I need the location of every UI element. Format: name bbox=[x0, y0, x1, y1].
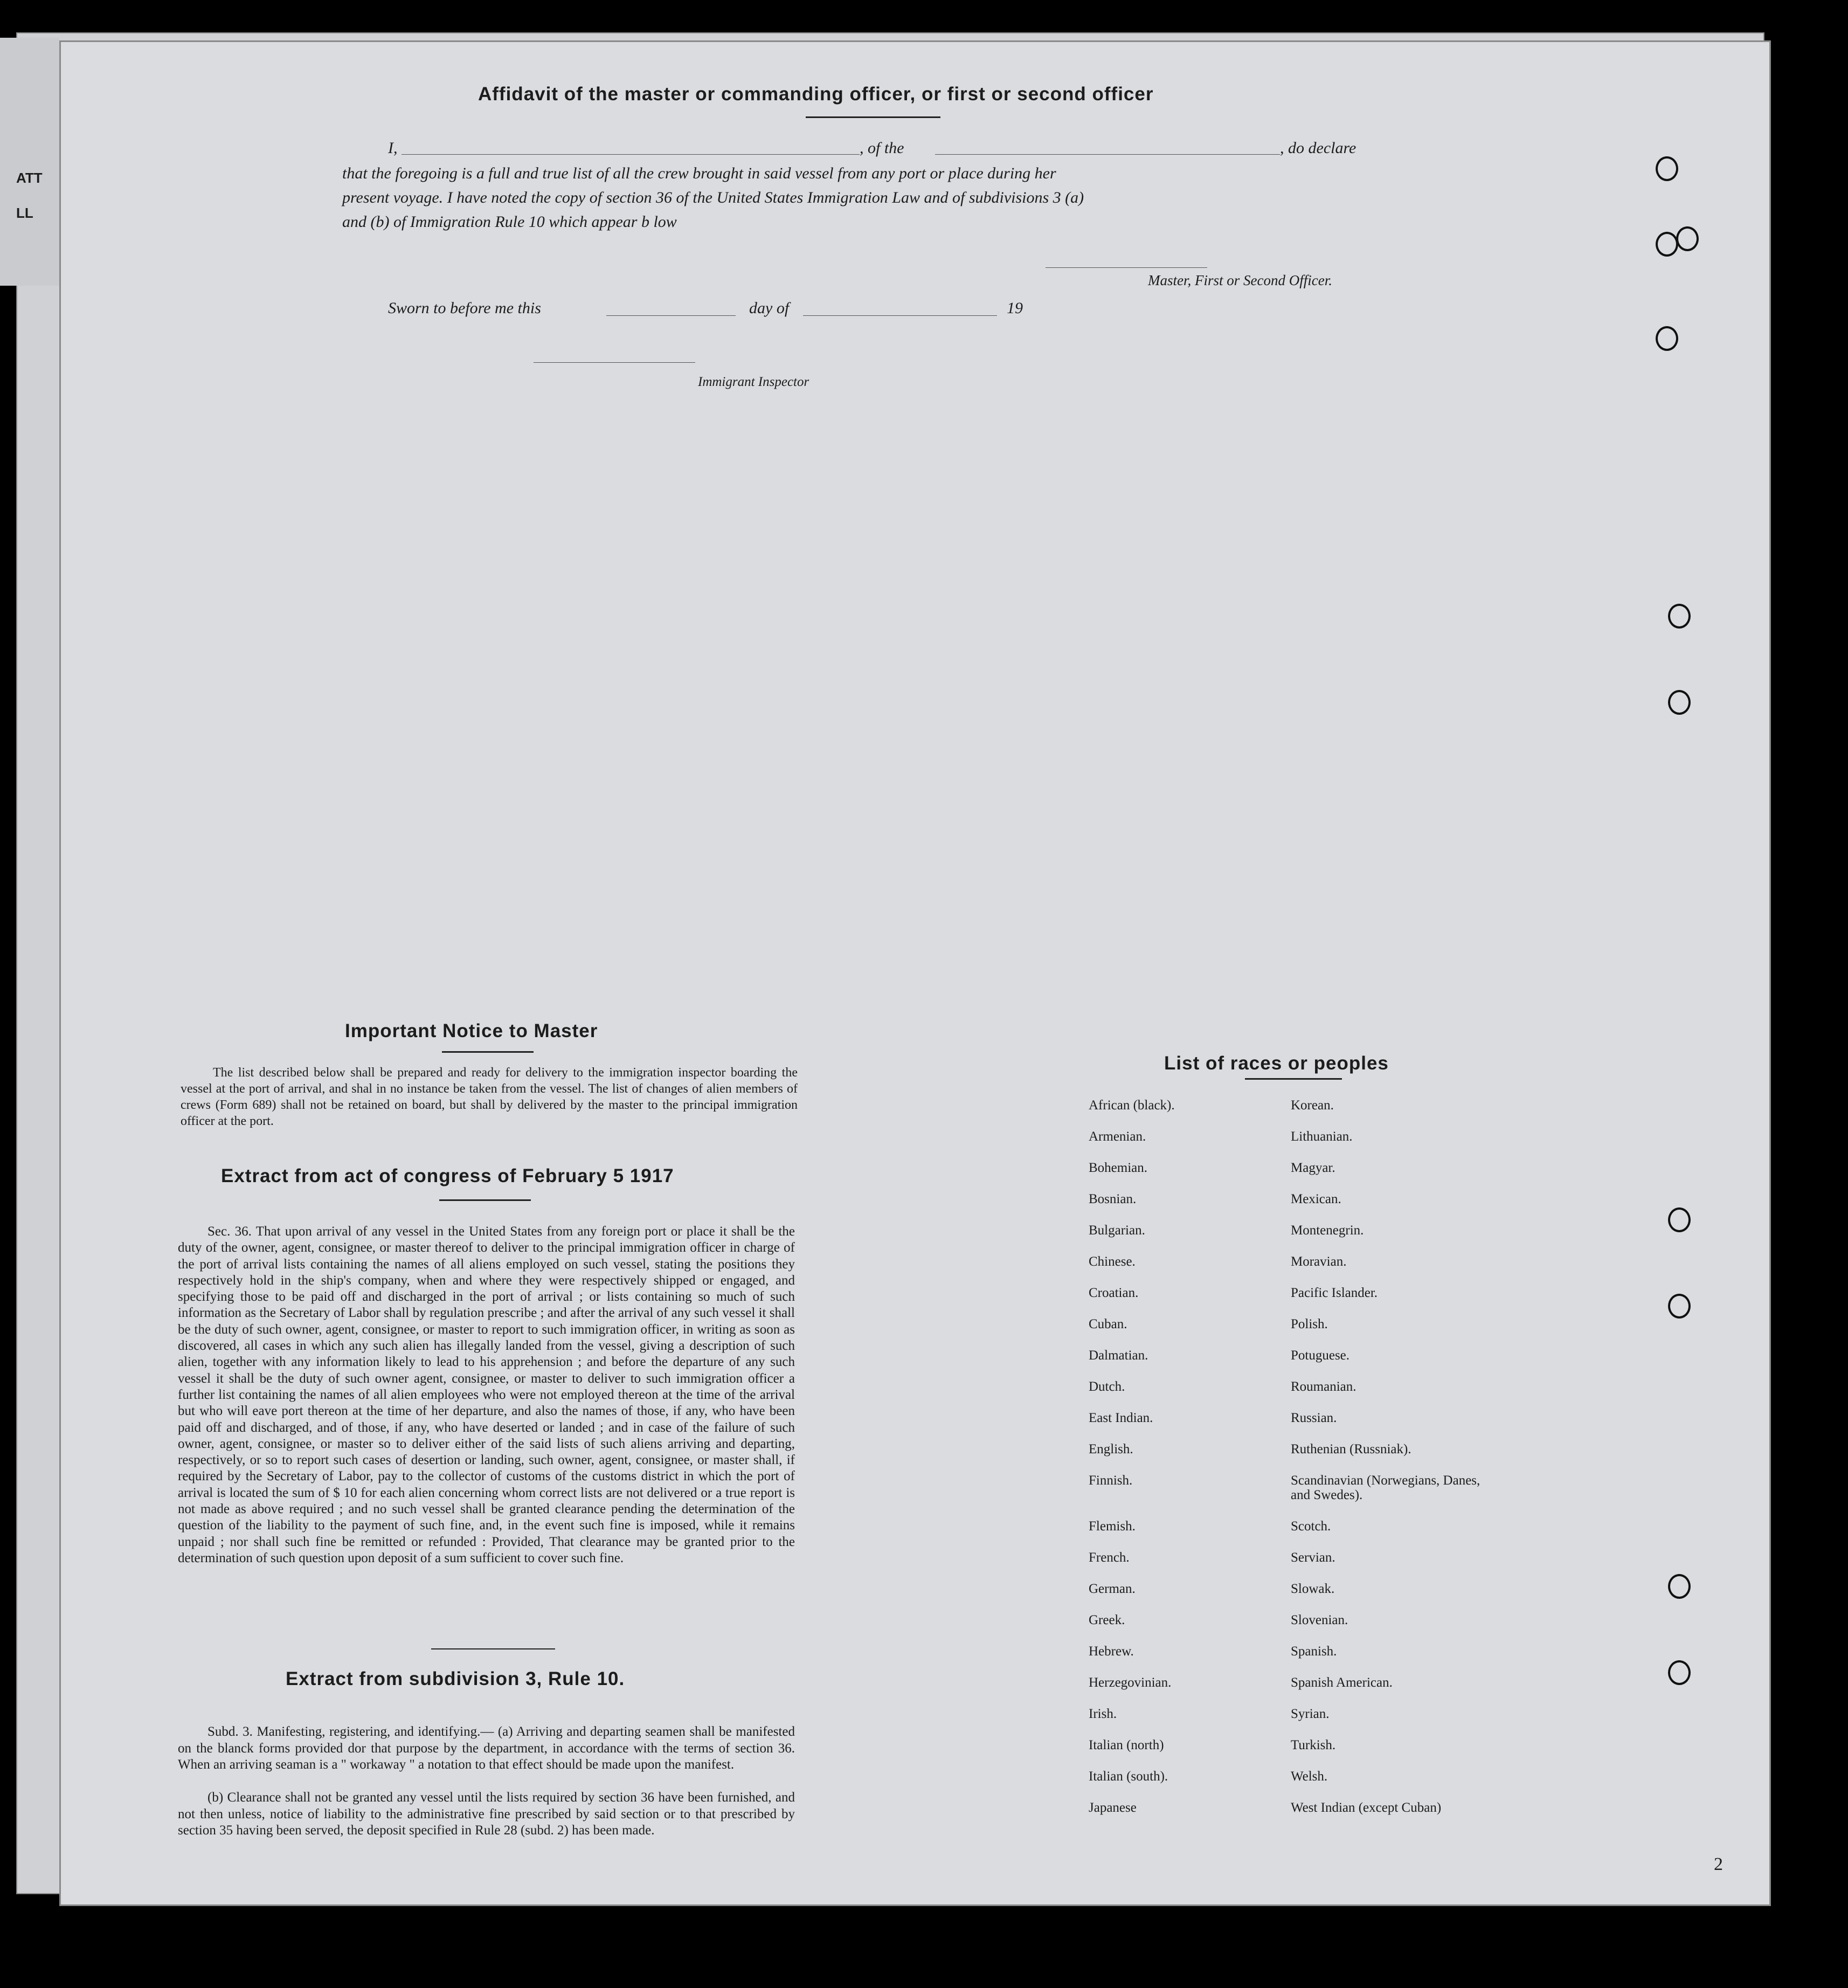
affidavit-line-2: that the foregoing is a full and true list of all the crew brought in said vessel from any port or place during her bbox=[342, 164, 1056, 182]
extract-act-title: Extract from act of congress of February 5 1917 bbox=[221, 1165, 674, 1186]
section-divider bbox=[431, 1648, 555, 1649]
extract-rule-para-a: Subd. 3. Manifesting, registering, and identifying.— (a) Arriving and departing seamen shall be manifested on the blanck forms provided dor that purpose by the department, in accordance with the terms of section 36. When an arriving seaman is a " workaway " a notation to that effect should be made upon the manifest. bbox=[178, 1724, 795, 1772]
race-item: Korean. bbox=[1291, 1098, 1334, 1113]
punch-hole bbox=[1656, 156, 1678, 181]
page-mark: 2 bbox=[1714, 1854, 1723, 1874]
affidavit-line-4: and (b) of Immigration Rule 10 which appear b low bbox=[342, 213, 677, 231]
race-item: Finnish. bbox=[1089, 1473, 1133, 1488]
race-item: Cuban. bbox=[1089, 1317, 1127, 1331]
races-underline bbox=[1245, 1078, 1342, 1080]
race-item: Spanish. bbox=[1291, 1644, 1337, 1659]
race-item: German. bbox=[1089, 1582, 1136, 1596]
punch-hole bbox=[1668, 1660, 1691, 1685]
race-item: Greek. bbox=[1089, 1613, 1125, 1627]
name-blank bbox=[402, 154, 860, 155]
race-item: Japanese bbox=[1089, 1800, 1137, 1815]
race-item: Turkish. bbox=[1291, 1738, 1336, 1752]
day-blank bbox=[606, 315, 736, 316]
affidavit-line-3: present voyage. I have noted the copy of section 36 of the United States Immigration Law and of subdivisions 3 (a) bbox=[342, 189, 1084, 206]
notice-text: The list described below shall be prepared and ready for delivery to the immigration inspector boarding the vessel at the port of arrival, and shal in no instance be taken from the vessel. The list of changes of alien members of crews (Form 689) shall not be retained on board, but shall by delivered by the master to the principal immigration officer at the port. bbox=[181, 1066, 798, 1128]
race-item: Pacific Islander. bbox=[1291, 1286, 1378, 1300]
race-item: Slovenian. bbox=[1291, 1613, 1348, 1627]
left-margin-strip bbox=[0, 38, 59, 286]
race-item: African (black). bbox=[1089, 1098, 1175, 1113]
races-title: List of races or peoples bbox=[1164, 1053, 1389, 1074]
master-signature-caption: Master, First or Second Officer. bbox=[1148, 272, 1332, 288]
punch-hole bbox=[1668, 1207, 1691, 1232]
race-item: Italian (north) bbox=[1089, 1738, 1164, 1752]
affidavit-i: I, bbox=[388, 139, 398, 157]
race-item: Scotch. bbox=[1291, 1519, 1331, 1534]
notice-underline bbox=[442, 1051, 534, 1053]
race-item: French. bbox=[1089, 1550, 1130, 1565]
extract-rule-title: Extract from subdivision 3, Rule 10. bbox=[286, 1668, 625, 1689]
race-item: Bulgarian. bbox=[1089, 1223, 1145, 1238]
inspector-caption: Immigrant Inspector bbox=[698, 375, 809, 389]
margin-mark-top: ATT bbox=[16, 170, 43, 186]
race-item: Scandinavian (Norwegians, Danes, and Swedes). bbox=[1291, 1473, 1480, 1502]
race-item: Syrian. bbox=[1291, 1707, 1330, 1721]
master-signature-line bbox=[1046, 267, 1207, 268]
race-item: Magyar. bbox=[1291, 1161, 1335, 1175]
sworn-label: Sworn to before me this bbox=[388, 299, 541, 317]
punch-hole bbox=[1668, 1574, 1691, 1599]
month-blank bbox=[803, 315, 997, 316]
affidavit-declare: , do declare bbox=[1280, 139, 1356, 157]
race-item: West Indian (except Cuban) bbox=[1291, 1800, 1442, 1815]
race-item: Mexican. bbox=[1291, 1192, 1341, 1206]
title-underline bbox=[806, 116, 940, 118]
race-item: East Indian. bbox=[1089, 1411, 1153, 1425]
margin-mark-mid: LL bbox=[16, 205, 33, 221]
race-item: Chinese. bbox=[1089, 1254, 1136, 1269]
race-item: Dutch. bbox=[1089, 1379, 1125, 1394]
punch-hole bbox=[1656, 232, 1678, 257]
race-item: Bohemian. bbox=[1089, 1161, 1148, 1175]
extract-act-text: Sec. 36. That upon arrival of any vessel in the United States from any foreign port or place it shall be the duty of the owner, agent, consignee, or master thereof to deliver to the principal immigration officer in charge of the port of arrival lists containing the names of all aliens employed on such vessel, stating the positions they respectively hold in the ship's company, when and where they were respectively shipped or engaged, and specifying those to be paid off and discharged in the port of arrival ; or lists containing so much of such information as the Secretary of Labor shall by regulation prescribe ; and after the arrival of any such vessel it shall be the duty of such owner, agent, consignee, or master to report to such immigration officer, in writing as soon as discovered, all cases in which any such alien has illegally landed from the vessel, giving a description of such alien, together with any information likely to lead to his apprehension ; and before the departure of any such vessel it shall be the duty of such owner agent, consignee, or master to deliver to such immigration officer a further list containing the names of all alien employees who were not employed thereon at the time of the arrival but who will eave port thereon at the time of her departure, and also the names of those, if any, who have been paid off and discharged, and of those, if any, who have deserted or landed ; and in case of the failure of such owner, agent, consignee, or master so to deliver either of the said lists of such aliens arriving and departing, respectively, or so to report such cases of desertion or landing, such owner, agent, consignee, or master shall, if required by the Secretary of Labor, pay to the collector of customs of the customs district in which the port of arrival is located the sum of $ 10 for each alien concerning whom correct lists are not delivered or a true report is not made as above required ; and no such vessel shall be granted clearance pending the determination of the question of the liability to the payment of such fine, and, in the event such fine is imposed, while it remains unpaid ; nor shall such fine be remitted or refunded : Provided, That clearance may be granted prior to the determination of such question upon deposit of a sum sufficient to cover such fine. bbox=[178, 1224, 795, 1565]
race-item: Polish. bbox=[1291, 1317, 1328, 1331]
affidavit-title: Affidavit of the master or commanding officer, or first or second officer bbox=[478, 84, 1154, 105]
race-item: Welsh. bbox=[1291, 1769, 1328, 1784]
race-item: Flemish. bbox=[1089, 1519, 1136, 1534]
race-item: Irish. bbox=[1089, 1707, 1117, 1721]
race-item: Moravian. bbox=[1291, 1254, 1347, 1269]
race-item: Montenegrin. bbox=[1291, 1223, 1364, 1238]
extract-act-underline bbox=[439, 1199, 531, 1201]
vessel-blank bbox=[935, 154, 1280, 155]
inspector-signature-line bbox=[534, 362, 695, 363]
punch-hole bbox=[1668, 690, 1691, 715]
day-of-label: day of bbox=[749, 299, 790, 317]
affidavit-of-the: , of the bbox=[860, 139, 904, 157]
race-item: Russian. bbox=[1291, 1411, 1337, 1425]
race-item: Herzegovinian. bbox=[1089, 1675, 1172, 1690]
race-item: Bosnian. bbox=[1089, 1192, 1137, 1206]
race-item: Italian (south). bbox=[1089, 1769, 1168, 1784]
race-item: Lithuanian. bbox=[1291, 1129, 1353, 1144]
race-item: Hebrew. bbox=[1089, 1644, 1134, 1659]
punch-hole bbox=[1656, 326, 1678, 351]
year-label: 19 bbox=[1007, 299, 1023, 317]
race-item: Roumanian. bbox=[1291, 1379, 1356, 1394]
punch-hole bbox=[1676, 226, 1699, 251]
notice-title: Important Notice to Master bbox=[345, 1020, 598, 1041]
race-item: Servian. bbox=[1291, 1550, 1335, 1565]
race-item: Potuguese. bbox=[1291, 1348, 1350, 1363]
document-page bbox=[59, 40, 1771, 1906]
punch-hole bbox=[1668, 1294, 1691, 1319]
race-item: English. bbox=[1089, 1442, 1133, 1457]
race-item: Slowak. bbox=[1291, 1582, 1335, 1596]
punch-hole bbox=[1668, 604, 1691, 629]
race-item: Dalmatian. bbox=[1089, 1348, 1148, 1363]
extract-rule-para-b: (b) Clearance shall not be granted any vessel until the lists required by section 36 have been furnished, and not then unless, notice of liability to the administrative fine prescribed by said section or to that prescribed by section 35 having been served, the deposit specified in Rule 28 (subd. 2) has been made. bbox=[178, 1790, 795, 1838]
race-item: Spanish American. bbox=[1291, 1675, 1393, 1690]
race-item: Croatian. bbox=[1089, 1286, 1139, 1300]
race-item: Armenian. bbox=[1089, 1129, 1146, 1144]
race-item: Ruthenian (Russniak). bbox=[1291, 1442, 1411, 1457]
